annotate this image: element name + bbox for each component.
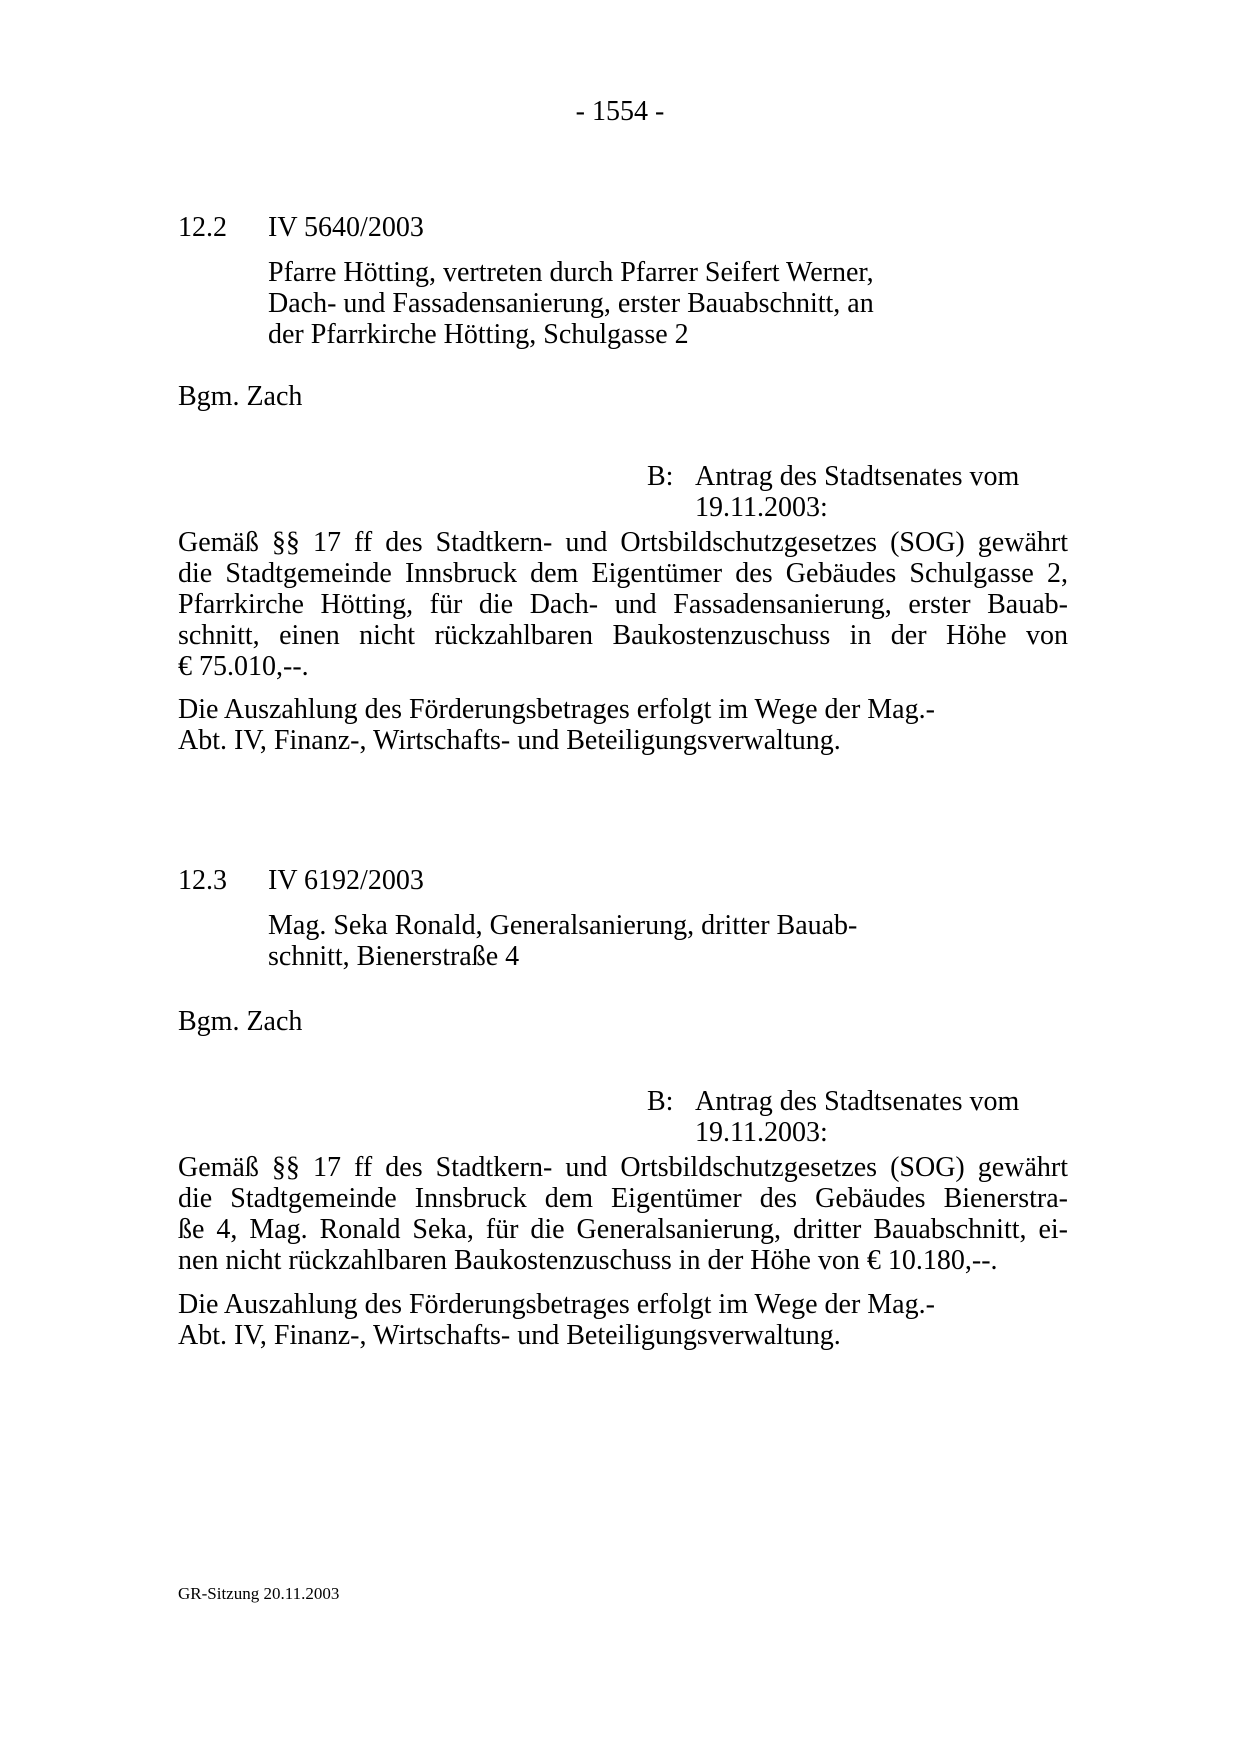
item-number: 12.3	[178, 865, 227, 896]
item-number: 12.2	[178, 212, 227, 243]
payment-line: Abt. IV, Finanz-, Wirtschafts- und Beteiligungsverwaltung.	[178, 1320, 841, 1351]
subject-line: Mag. Seka Ronald, Generalsanierung, dritter Bauab-	[268, 910, 858, 941]
motion-line: Antrag des Stadtsenates vom	[695, 461, 1020, 492]
item-reference: IV 5640/2003	[268, 212, 424, 243]
motion-line: Antrag des Stadtsenates vom	[695, 1086, 1020, 1117]
subject-line: Pfarre Hötting, vertreten durch Pfarrer Seifert Werner,	[268, 257, 874, 288]
motion-heading	[695, 1086, 1019, 1148]
motion-label: B:	[647, 461, 674, 492]
resolution-text	[178, 1152, 1068, 1276]
motion-line: 19.11.2003:	[695, 492, 828, 523]
page-number: - 1554 -	[575, 96, 665, 127]
resolution-line: die Stadtgemeinde Innsbruck dem Eigentümer des Gebäudes Bienerstra-	[178, 1183, 1068, 1214]
payment-line: Die Auszahlung des Förderungsbetrages erfolgt im Wege der Mag.-	[178, 694, 935, 725]
resolution-line: Gemäß §§ 17 ff des Stadtkern- und Ortsbildschutzgesetzes (SOG) gewährt	[178, 527, 1068, 558]
resolution-line: Gemäß §§ 17 ff des Stadtkern- und Ortsbildschutzgesetzes (SOG) gewährt	[178, 1152, 1068, 1183]
subject-line: schnitt, Bienerstraße 4	[268, 941, 520, 972]
subject-line: Dach- und Fassadensanierung, erster Bauabschnitt, an	[268, 288, 874, 319]
resolution-line: ße 4, Mag. Ronald Seka, für die Generalsanierung, dritter Bauabschnitt, ei-	[178, 1214, 1068, 1245]
resolution-line: schnitt, einen nicht rückzahlbaren Baukostenzuschuss in der Höhe von	[178, 620, 1068, 651]
resolution-line: die Stadtgemeinde Innsbruck dem Eigentümer des Gebäudes Schulgasse 2,	[178, 558, 1068, 589]
resolution-line: € 75.010,--.	[178, 651, 309, 682]
resolution-line: nen nicht rückzahlbaren Baukostenzuschuss in der Höhe von € 10.180,--.	[178, 1245, 998, 1276]
motion-label: B:	[647, 1086, 674, 1117]
subject-line: der Pfarrkirche Hötting, Schulgasse 2	[268, 319, 689, 350]
payment-text	[178, 694, 935, 756]
payment-line: Abt. IV, Finanz-, Wirtschafts- und Beteiligungsverwaltung.	[178, 725, 841, 756]
item-subject	[268, 257, 874, 350]
payment-text	[178, 1289, 935, 1351]
motion-heading	[695, 461, 1019, 523]
rapporteur: Bgm. Zach	[178, 381, 303, 412]
payment-line: Die Auszahlung des Förderungsbetrages erfolgt im Wege der Mag.-	[178, 1289, 935, 1320]
resolution-text	[178, 527, 1068, 682]
item-subject	[268, 910, 857, 972]
resolution-line: Pfarrkirche Hötting, für die Dach- und Fassadensanierung, erster Bauab-	[178, 589, 1068, 620]
rapporteur: Bgm. Zach	[178, 1006, 303, 1037]
footer-session-date: GR-Sitzung 20.11.2003	[178, 1584, 340, 1603]
item-reference: IV 6192/2003	[268, 865, 424, 896]
motion-line: 19.11.2003:	[695, 1117, 828, 1148]
